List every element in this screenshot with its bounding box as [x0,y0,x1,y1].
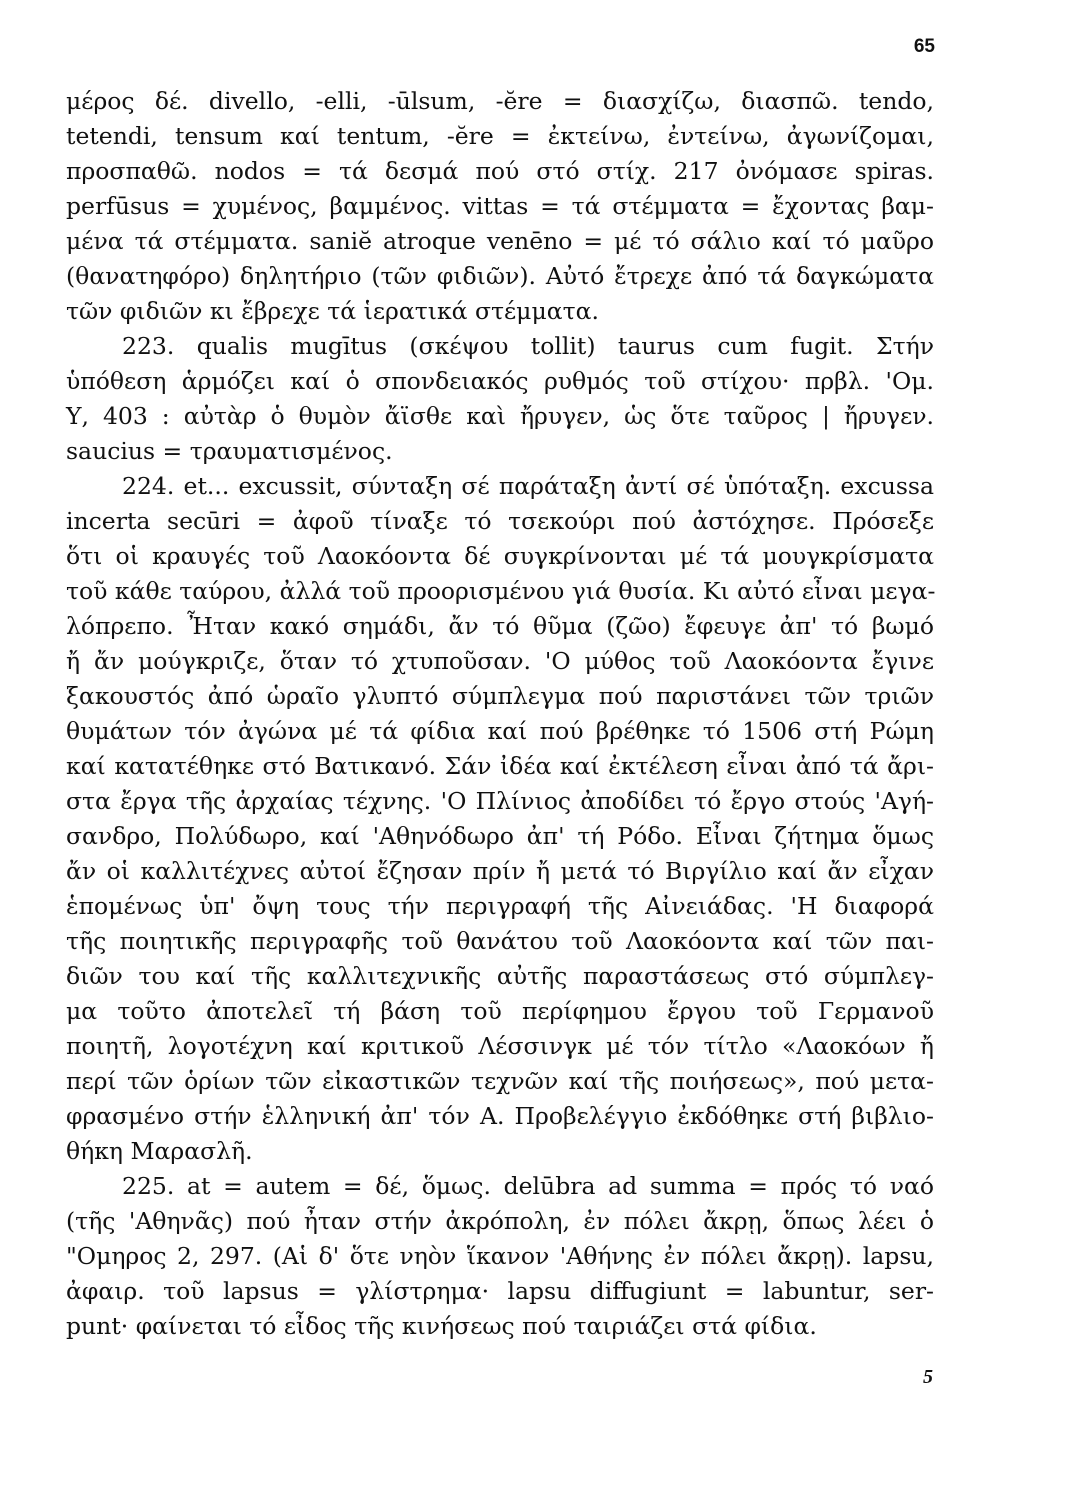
text-line: tetendi, tensum καί tentum, -ĕre = ἐκτείνω, ἐντείνω, ἀγωνίζομαι, [66,122,934,150]
commentary-text [66,84,934,1344]
text-line: Υ, 403 : αὐτὰρ ὁ θυμὸν ἄϊσθε καὶ ἤρυγεν, ὡς ὅτε ταῦρος | ἤρυγεν. [66,402,934,430]
signature-mark: 5 [923,1366,933,1388]
page-number: 65 [913,36,935,57]
text-line: περί τῶν ὁρίων τῶν εἰκαστικῶν τεχνῶν καί τῆς ποιήσεως», πού μετα- [66,1067,934,1095]
text-line: φρασμένο στήν ἑλληνική ἀπ' τόν Α. Προβελέγγιο ἐκδόθηκε στή βιβλιο- [66,1102,934,1130]
text-line: μα τοῦτο ἀποτελεῖ τή βάση τοῦ περίφημου ἔργου τοῦ Γερμανοῦ [66,997,934,1025]
text-line: σανδρο, Πολύδωρο, καί 'Αθηνόδωρο ἀπ' τή Ρόδο. Εἶναι ζήτημα ὅμως [66,822,934,850]
text-line: στα ἔργα τῆς ἀρχαίας τέχνης. 'Ο Πλίνιος ἀποδίδει τό ἔργο στούς 'Αγή- [66,787,934,815]
text-line: μέρος δέ. divello, -elli, -ūlsum, -ĕre = διασχίζω, διασπῶ. tendo, [66,87,934,115]
text-line: 223. qualis mugītus (σκέψου tollit) taurus cum fugit. Στήν [122,332,934,360]
text-line: ὑπόθεση ἁρμόζει καί ὁ σπονδειακός ρυθμός τοῦ στίχου· πρβλ. 'Ομ. [66,367,934,395]
text-line: ὅτι οἱ κραυγές τοῦ Λαοκόοντα δέ συγκρίνονται μέ τά μουγκρίσματα [66,542,934,570]
text-line: θυμάτων τόν ἀγώνα μέ τά φίδια καί πού βρέθηκε τό 1506 στή Ρώμη [66,717,934,745]
text-line: saucius = τραυματισμένος. [66,437,393,465]
text-line: ἄν οἱ καλλιτέχνες αὐτοί ἔζησαν πρίν ἤ μετά τό Βιργίλιο καί ἄν εἶχαν [66,857,934,885]
text-line: 225. at = autem = δέ, ὅμως. delūbra ad summa = πρός τό ναό [122,1172,934,1200]
text-line: τοῦ κάθε ταύρου, ἀλλά τοῦ προορισμένου γιά θυσία. Κι αὐτό εἶναι μεγα- [66,577,936,605]
text-line: ποιητῆ, λογοτέχνη καί κριτικοῦ Λέσσινγκ μέ τόν τίτλο «Λαοκόων ἤ [66,1032,934,1060]
text-line: καί κατατέθηκε στό Βατικανό. Σάν ἰδέα καί ἐκτέλεση εἶναι ἀπό τά ἄρι- [66,752,934,780]
text-line: θήκη Μαρασλῆ. [66,1137,253,1165]
text-line: (τῆς 'Αθηνᾶς) πού ἦταν στήν ἀκρόπολη, ἐν πόλει ἄκρῃ, ὅπως λέει ὁ [66,1207,934,1235]
text-line: μένα τά στέμματα. saniĕ atroque venēno = μέ τό σάλιο καί τό μαῦρο [66,227,934,255]
text-line: 224. et... excussit, σύνταξη σέ παράταξη ἀντί σέ ὑπόταξη. excussa [122,472,934,500]
text-line: τῶν φιδιῶν κι ἔβρεχε τά ἱερατικά στέμματα. [66,297,599,325]
text-line: punt· φαίνεται τό εἶδος τῆς κινήσεως πού ταιριάζει στά φίδια. [66,1312,817,1340]
text-line: προσπαθῶ. nodos = τά δεσμά πού στό στίχ. 217 ὀνόμασε spiras. [66,157,934,185]
text-line: διῶν του καί τῆς καλλιτεχνικῆς αὐτῆς παραστάσεως στό σύμπλεγ- [66,962,934,990]
text-line: "Ομηρος 2, 297. (Αἱ δ' ὅτε νηὸν ἵκανον 'Αθήνης ἐν πόλει ἄκρῃ). lapsu, [66,1242,934,1270]
text-line: ἑπομένως ὑπ' ὄψη τους τήν περιγραφή τῆς Αἰνειάδας. 'Η διαφορά [66,892,934,920]
text-line: ἤ ἄν μούγκριζε, ὅταν τό χτυποῦσαν. 'Ο μύθος τοῦ Λαοκόοντα ἔγινε [66,647,934,675]
text-line: ἀφαιρ. τοῦ lapsus = γλίστρημα· lapsu diffugiunt = labuntur, ser- [66,1277,934,1305]
text-line: (θανατηφόρο) δηλητήριο (τῶν φιδιῶν). Αὐτό ἔτρεχε ἀπό τά δαγκώματα [66,262,934,290]
text-line: incerta secūri = ἀφοῦ τίναξε τό τσεκούρι πού ἀστόχησε. Πρόσεξε [66,507,934,535]
text-line: τῆς ποιητικῆς περιγραφῆς τοῦ θανάτου τοῦ Λαοκόοντα καί τῶν παι- [66,927,934,955]
text-line: ξακουστός ἀπό ὡραῖο γλυπτό σύμπλεγμα πού παριστάνει τῶν τριῶν [66,682,934,710]
text-line: λόπρεπο. Ἦταν κακό σημάδι, ἄν τό θῦμα (ζῶο) ἔφευγε ἀπ' τό βωμό [66,612,934,640]
text-line: perfūsus = χυμένος, βαμμένος. vittas = τά στέμματα = ἔχοντας βαμ- [66,192,934,220]
